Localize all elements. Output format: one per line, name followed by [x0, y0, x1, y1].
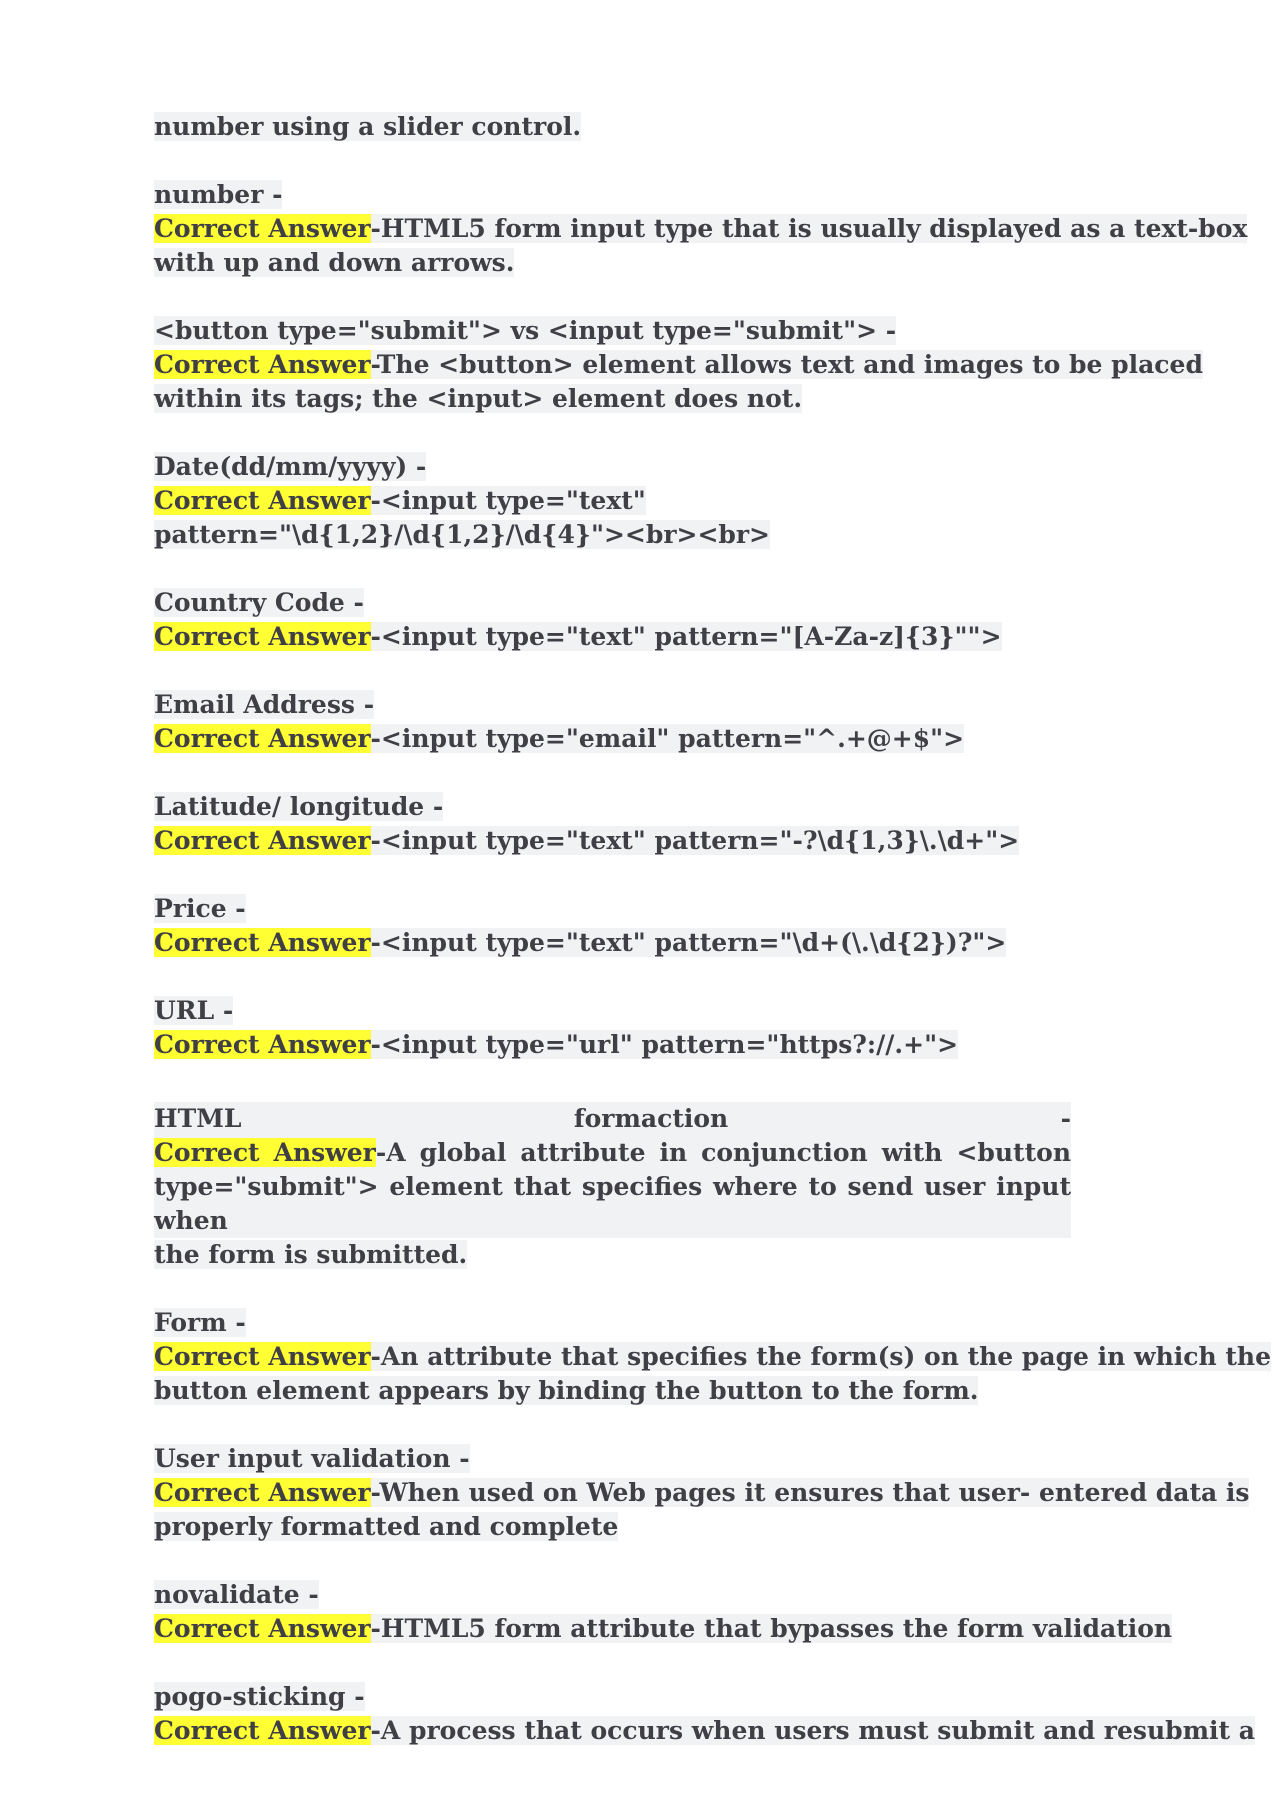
term: Date(dd/mm/yyyy) -: [154, 452, 427, 481]
term-part-dash: -: [1060, 1104, 1071, 1133]
qa-entry-url: [154, 994, 1164, 1062]
answer-text: -A process that occurs when users must submit and resubmit a: [370, 1716, 1255, 1745]
correct-answer-label: Correct Answer: [154, 622, 371, 651]
qa-entry-number: [154, 178, 1248, 280]
term: Price -: [154, 894, 246, 923]
answer-text-continued: with up and down arrows.: [154, 248, 515, 277]
intro-paragraph: [154, 110, 1164, 144]
qa-entry-user-input-validation: [154, 1442, 1250, 1544]
answer-line-justified: [154, 1136, 1071, 1170]
correct-answer-label: Correct Answer: [154, 928, 371, 957]
qa-entry-button-vs-input: [154, 314, 1203, 416]
qa-entry-country-code: [154, 586, 1164, 654]
answer-text: -An attribute that specifies the form(s) on the page in which the: [370, 1342, 1271, 1371]
answer-text-final: the form is submitted.: [154, 1240, 468, 1269]
term: User input validation -: [154, 1444, 470, 1473]
answer-text: -<input type="text": [370, 486, 646, 515]
correct-answer-label: Correct Answer: [154, 486, 371, 515]
correct-answer-label: Correct Answer: [154, 826, 371, 855]
answer-text-continued: type="submit"> element that specifies where to send user input when: [154, 1170, 1071, 1238]
correct-answer-label: Correct Answer: [154, 1716, 371, 1745]
qa-entry-novalidate: [154, 1578, 1173, 1646]
answer-text: -HTML5 form attribute that bypasses the form validation: [370, 1614, 1173, 1643]
qa-entry-email: [154, 688, 1164, 756]
answer-text-continued: pattern="\d{1,2}/\d{1,2}/\d{4}"><br><br>: [154, 520, 771, 549]
term-part-html: HTML: [154, 1104, 242, 1133]
term: Country Code -: [154, 588, 364, 617]
term: URL -: [154, 996, 234, 1025]
correct-answer-label: Correct Answer: [154, 214, 371, 243]
answer-text: -When used on Web pages it ensures that user- entered data is: [370, 1478, 1250, 1507]
correct-answer-label: Correct Answer: [154, 1342, 371, 1371]
term: novalidate -: [154, 1580, 319, 1609]
correct-answer-label: Correct Answer: [154, 1030, 371, 1059]
term-part-formaction: formaction: [573, 1104, 729, 1133]
term: number -: [154, 180, 283, 209]
document-page: [154, 110, 1271, 1782]
qa-entry-pogo-sticking: [154, 1680, 1255, 1748]
term: Form -: [154, 1308, 246, 1337]
qa-entry-price: [154, 892, 1164, 960]
term-justified: [154, 1102, 1071, 1136]
qa-entry-formaction: [154, 1102, 1071, 1272]
term: Latitude/ longitude -: [154, 792, 444, 821]
answer-text: -A global attribute in conjunction with <button: [375, 1138, 1071, 1167]
answer-text-continued: within its tags; the <input> element does not.: [154, 384, 803, 413]
intro-text: number using a slider control.: [154, 112, 582, 141]
correct-answer-label: Correct Answer: [154, 1478, 371, 1507]
answer-text: -The <button> element allows text and images to be placed: [370, 350, 1203, 379]
correct-answer-label: Correct Answer: [154, 350, 371, 379]
answer-text: -<input type="text" pattern="-?\d{1,3}\.\d+">: [370, 826, 1020, 855]
qa-entry-form: [154, 1306, 1271, 1408]
term: pogo-sticking -: [154, 1682, 365, 1711]
answer-text: -<input type="url" pattern="https?://.+">: [370, 1030, 959, 1059]
correct-answer-label: Correct Answer: [154, 1138, 376, 1167]
correct-answer-label: Correct Answer: [154, 1614, 371, 1643]
answer-text: -<input type="text" pattern="[A-Za-z]{3}"">: [370, 622, 1002, 651]
answer-text: -<input type="email" pattern="^.+@+$">: [370, 724, 965, 753]
answer-text-continued: properly formatted and complete: [154, 1512, 619, 1541]
answer-text-continued: button element appears by binding the button to the form.: [154, 1376, 979, 1405]
term: <button type="submit"> vs <input type="submit"> -: [154, 316, 897, 345]
term: Email Address -: [154, 690, 375, 719]
qa-entry-date: [154, 450, 1164, 552]
correct-answer-label: Correct Answer: [154, 724, 371, 753]
answer-text: -HTML5 form input type that is usually displayed as a text-box: [370, 214, 1248, 243]
qa-entry-latitude-longitude: [154, 790, 1164, 858]
answer-text: -<input type="text" pattern="\d+(\.\d{2})?">: [370, 928, 1007, 957]
